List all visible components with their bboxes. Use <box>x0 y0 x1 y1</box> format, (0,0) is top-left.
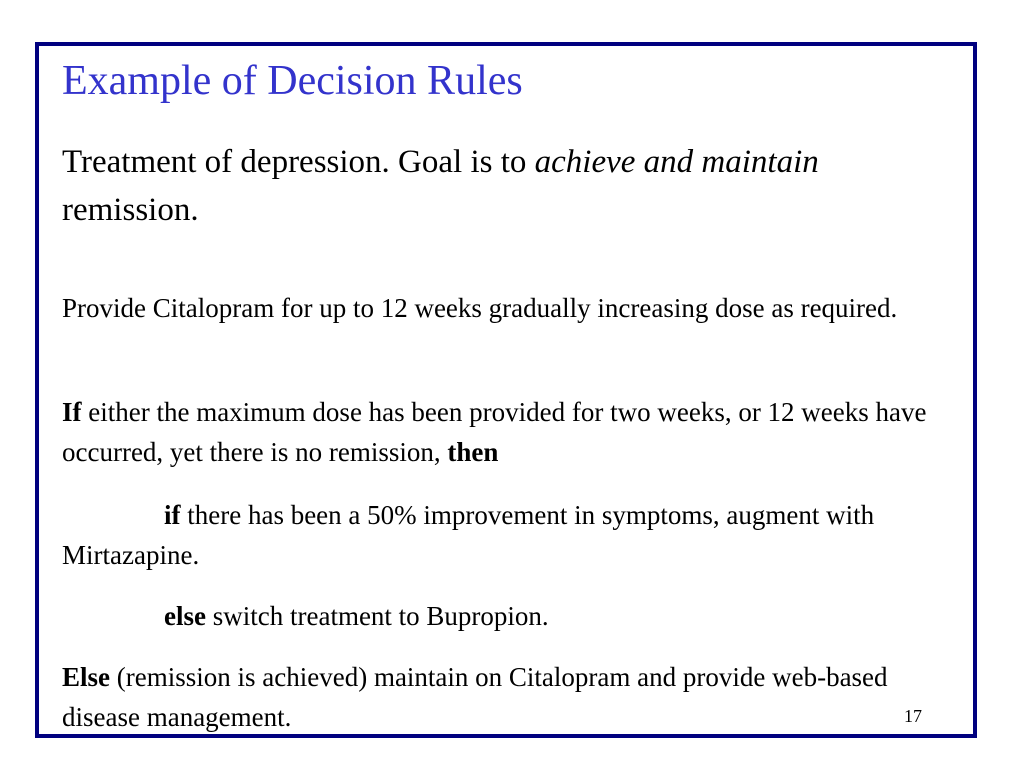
if-rule-text: either the maximum dose has been provided for two weeks, or 12 weeks have occurred, yet there is no remission, <box>62 397 927 467</box>
keyword-nested-if: if <box>164 500 181 530</box>
nested-if-text: there has been a 50% improvement in symptoms, augment with Mirtazapine. <box>62 500 875 570</box>
nested-else-text: switch treatment to Bupropion. <box>205 601 549 631</box>
slide-page-number: 17 <box>904 706 922 726</box>
paragraph-else-rule <box>62 657 962 737</box>
paragraph-if-rule <box>62 392 962 472</box>
paragraph-nested-else <box>62 596 962 636</box>
slide-subtitle <box>62 138 922 234</box>
paragraph-provide-citalopram: Provide Citalopram for up to 12 weeks gradually increasing dose as required. <box>62 293 898 323</box>
paragraph-nested-if <box>62 495 962 575</box>
else-rule-text: (remission is achieved) maintain on Citalopram and provide web-based disease management. <box>62 662 888 732</box>
keyword-else: Else <box>62 662 111 692</box>
subtitle-emphasis: achieve and maintain <box>534 144 819 180</box>
subtitle-lead: Treatment of depression. Goal is to <box>62 144 535 180</box>
subtitle-trail: remission. <box>62 192 199 228</box>
keyword-if: If <box>62 397 82 427</box>
keyword-then: then <box>447 437 499 467</box>
slide-title: Example of Decision Rules <box>62 58 523 104</box>
keyword-nested-else: else <box>164 601 206 631</box>
